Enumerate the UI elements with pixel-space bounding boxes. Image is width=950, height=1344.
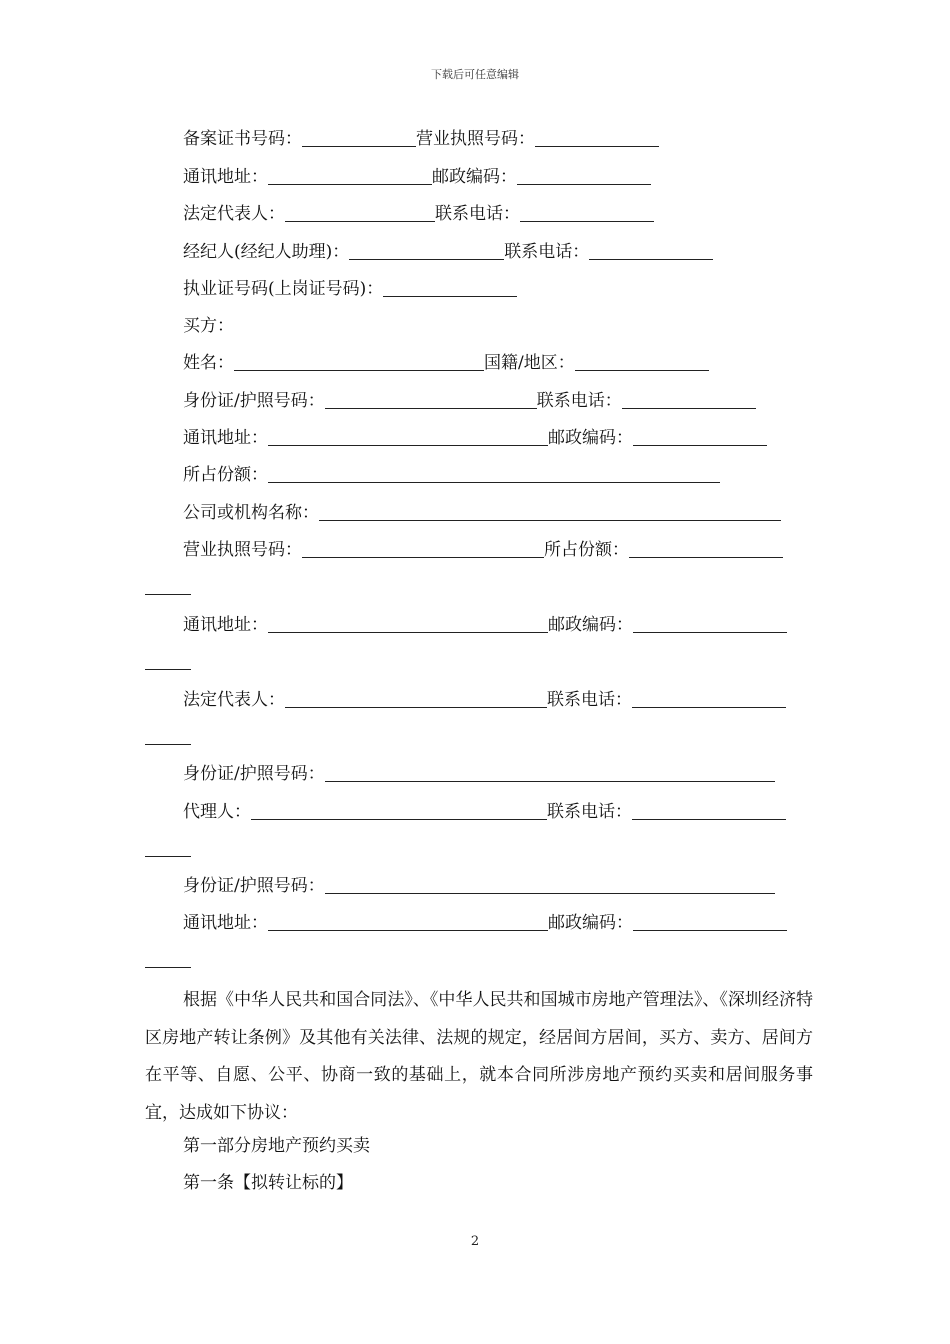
- nationality-label: 国籍/地区：: [484, 353, 575, 373]
- buyer-address-blank[interactable]: [268, 429, 548, 446]
- proxy-label: 代理人：: [183, 802, 251, 822]
- license-row: [183, 278, 517, 300]
- proxy-row: [183, 801, 786, 823]
- continuation-blank[interactable]: [145, 855, 191, 857]
- part-one-heading: 第一部分房地产预约买卖: [183, 1136, 370, 1156]
- postcode3-blank[interactable]: [633, 914, 787, 931]
- address2-label: 通讯地址：: [183, 615, 268, 635]
- biz-license-label: 营业执照号码：: [183, 540, 302, 560]
- share-blank[interactable]: [268, 466, 720, 483]
- name-label: 姓名：: [183, 353, 234, 373]
- id-blank[interactable]: [325, 392, 537, 409]
- agent-label: 经纪人(经纪人助理)：: [183, 242, 350, 262]
- legal-rep2-label: 法定代表人：: [183, 690, 285, 710]
- legal-rep2-blank[interactable]: [285, 691, 547, 708]
- filing-number-row: [183, 128, 659, 150]
- company-blank[interactable]: [319, 504, 781, 521]
- address-label: 通讯地址：: [183, 167, 268, 187]
- buyer-share-row: [183, 464, 720, 486]
- legal-rep-blank[interactable]: [285, 205, 435, 222]
- phone2-blank[interactable]: [632, 691, 786, 708]
- postcode3-label: 邮政编码：: [548, 913, 633, 933]
- biz-license-blank[interactable]: [302, 541, 544, 558]
- address2-blank[interactable]: [268, 616, 548, 633]
- postcode2-blank[interactable]: [633, 616, 787, 633]
- agent-phone-blank[interactable]: [589, 243, 713, 260]
- buyer-phone-label: 联系电话：: [536, 391, 622, 411]
- id-label: 身份证/护照号码：: [183, 391, 325, 411]
- license-blank[interactable]: [383, 280, 517, 297]
- id3-row: [183, 875, 775, 897]
- buyer-heading: 买方：: [183, 316, 234, 336]
- agent-phone-label: 联系电话：: [504, 242, 590, 262]
- phone-blank[interactable]: [520, 205, 654, 222]
- continuation-blank[interactable]: [145, 593, 191, 595]
- phone2-label: 联系电话：: [547, 690, 632, 710]
- proxy-blank[interactable]: [251, 803, 547, 820]
- address3-label: 通讯地址：: [183, 913, 268, 933]
- phone3-blank[interactable]: [632, 803, 786, 820]
- postcode2-label: 邮政编码：: [548, 615, 633, 635]
- article-one-heading: 第一条【拟转让标的】: [183, 1173, 353, 1193]
- filing-number-blank[interactable]: [302, 130, 416, 147]
- share2-label: 所占份额：: [544, 540, 629, 560]
- legal-rep-label: 法定代表人：: [183, 204, 285, 224]
- page-header-note: 下载后可任意编辑: [431, 68, 519, 81]
- seller-legal-rep-row: [183, 203, 654, 225]
- business-license-blank[interactable]: [535, 130, 659, 147]
- id2-blank[interactable]: [325, 765, 775, 782]
- agent-blank[interactable]: [349, 243, 504, 260]
- postcode-blank[interactable]: [517, 168, 651, 185]
- id2-row: [183, 763, 775, 785]
- buyer-address-label: 通讯地址：: [183, 428, 268, 448]
- continuation-blank[interactable]: [145, 743, 191, 745]
- business-license-label: 营业执照号码：: [416, 129, 535, 149]
- phone-label: 联系电话：: [435, 204, 520, 224]
- license-label: 执业证号码(上岗证号码)：: [183, 279, 384, 299]
- buyer-name-row: [183, 352, 709, 374]
- address2-row: [183, 614, 787, 636]
- continuation-blank[interactable]: [145, 668, 191, 670]
- phone3-label: 联系电话：: [547, 802, 632, 822]
- biz-license-row: [183, 539, 783, 561]
- id2-label: 身份证/护照号码：: [183, 764, 325, 784]
- agent-row: [183, 241, 713, 263]
- address-blank[interactable]: [268, 168, 432, 185]
- id3-blank[interactable]: [325, 877, 775, 894]
- address3-row: [183, 912, 787, 934]
- address3-blank[interactable]: [268, 914, 548, 931]
- preamble-paragraph: 根据《中华人民共和国合同法》、《中华人民共和国城市房地产管理法》、《深圳经济特区房地产转让条例》及其他有关法律、法规的规定，经居间方居间，买方、卖方、居间方在平等、自愿、公平、协商一致的基础上，就本合同所涉房地产预约买卖和居间服务事宜，达成如下协议：: [145, 990, 813, 1123]
- legal-rep2-row: [183, 689, 786, 711]
- page-number: 2: [470, 1234, 480, 1249]
- continuation-blank[interactable]: [145, 966, 191, 968]
- share-label: 所占份额：: [183, 465, 268, 485]
- share2-blank[interactable]: [629, 541, 783, 558]
- buyer-phone-blank[interactable]: [622, 392, 756, 409]
- company-row: [183, 502, 781, 524]
- buyer-id-row: [183, 390, 756, 412]
- nationality-blank[interactable]: [575, 354, 709, 371]
- buyer-postcode-blank[interactable]: [633, 429, 767, 446]
- id3-label: 身份证/护照号码：: [183, 876, 325, 896]
- name-blank[interactable]: [234, 354, 484, 371]
- postcode-label: 邮政编码：: [432, 167, 517, 187]
- buyer-address-row: [183, 427, 767, 449]
- seller-address-row: [183, 166, 651, 188]
- company-label: 公司或机构名称：: [183, 503, 319, 523]
- buyer-postcode-label: 邮政编码：: [548, 428, 633, 448]
- filing-number-label: 备案证书号码：: [183, 129, 302, 149]
